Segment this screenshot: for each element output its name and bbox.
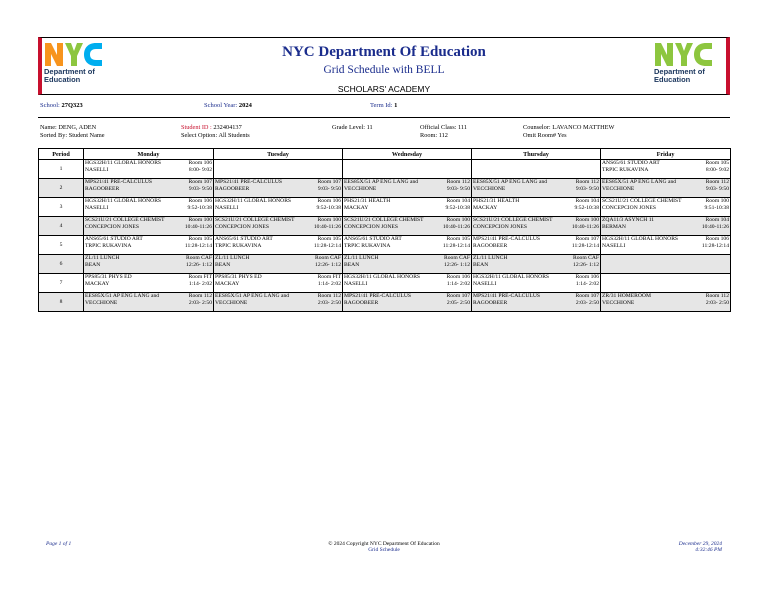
teacher-name: VECCHIONE [85, 299, 118, 306]
schedule-cell [343, 293, 472, 312]
period-time: 11:28-12:14 [313, 242, 341, 249]
course-name: HGS32H/11 GLOBAL HONORS [344, 274, 421, 280]
teacher-name: RAGOOBEER [344, 299, 379, 306]
course-name: ZR/31 HOMEROOM [602, 293, 651, 299]
period-time: 9:03- 9:50 [705, 185, 729, 192]
course-name: PPS85/31 PHYS ED [215, 274, 262, 280]
room-number: Room 107 [575, 293, 599, 299]
room-number: Room 100 [188, 217, 212, 223]
period-time: 2:03- 2:50 [575, 299, 599, 306]
course-name: ANS65/61 STUDIO ART [85, 236, 143, 242]
room-number: Room FIT [188, 274, 212, 280]
course-name: HGS32H/11 GLOBAL HONORS [602, 236, 679, 242]
course-name: EES85X/51 AP ENG LANG and [602, 179, 677, 185]
room-number: Room 107 [317, 179, 341, 185]
course-name: HGS32H/11 GLOBAL HONORS [215, 198, 292, 204]
course-name: EES85X/51 AP ENG LANG and [473, 179, 548, 185]
period-time: 12:26- 1:12 [186, 261, 212, 268]
course-name: MPS21/41 PRE-CALCULUS [85, 179, 152, 185]
room-number: Room 105 [446, 236, 470, 242]
room-number: Room 105 [317, 236, 341, 242]
period-time: 2:03- 2:50 [188, 299, 212, 306]
omit-room: Omit Room# Yes [523, 132, 567, 139]
nyc-doe-logo-left: Department of Education [44, 41, 119, 93]
teacher-name: NASELLI [85, 166, 109, 173]
course-name: SCS21U/21 COLLEGE CHEMIST [473, 217, 553, 223]
course-name: ZL/11 LUNCH [473, 255, 508, 261]
teacher-name: MACKAY [473, 204, 498, 211]
teacher-name: VECCHIONE [602, 185, 635, 192]
schedule-cell [472, 293, 601, 312]
teacher-name: CONCEPCION JONES [473, 223, 527, 230]
room-number: Room 104 [705, 217, 729, 223]
period-number: 4 [39, 217, 84, 236]
room-number: Room 106 [705, 236, 729, 242]
header-monday: Monday [84, 149, 214, 160]
course-name: SCS21U/21 COLLEGE CHEMIST [344, 217, 424, 223]
course-name: HGS32H/11 GLOBAL HONORS [473, 274, 550, 280]
table-row [39, 160, 731, 179]
schedule-cell [84, 160, 214, 179]
header-thursday: Thursday [472, 149, 601, 160]
report-title: NYC Department Of Education [282, 44, 486, 60]
period-number: 8 [39, 293, 84, 312]
teacher-name: NASELLI [473, 280, 497, 287]
teacher-name: BERMAN [602, 223, 626, 230]
room-number: Room FIT [317, 274, 341, 280]
school-year: School Year: 2024 [204, 102, 252, 109]
course-name: ZL/11 LUNCH [215, 255, 250, 261]
period-time: 9:52-10:38 [574, 204, 599, 211]
room-number: Room 106 [446, 274, 470, 280]
period-number: 2 [39, 179, 84, 198]
period-time: 9:03- 9:50 [317, 185, 341, 192]
schedule-cell [343, 236, 472, 255]
period-time: 9:52-10:38 [187, 204, 212, 211]
schedule-cell [343, 179, 472, 198]
teacher-name: VECCHIONE [602, 299, 635, 306]
period-time: 1:14- 2:02 [188, 280, 212, 287]
table-row [39, 293, 731, 312]
room-number: Room 104 [446, 198, 470, 204]
room-number: Room 100 [575, 217, 599, 223]
period-time: 11:28-12:14 [701, 242, 729, 249]
schedule-cell [472, 255, 601, 274]
course-name: ZL/11 LUNCH [85, 255, 120, 261]
course-name: EES85X/51 AP ENG LANG and [215, 293, 290, 299]
course-name: ANS65/61 STUDIO ART [602, 160, 660, 166]
teacher-name: TRPIC RUKAVINA [602, 166, 649, 173]
period-time: 9:03- 9:50 [446, 185, 470, 192]
period-number: 5 [39, 236, 84, 255]
header-wednesday: Wednesday [343, 149, 472, 160]
period-time: 10:40-11:26 [571, 223, 599, 230]
teacher-name: MACKAY [85, 280, 110, 287]
period-time: 2:05- 2:50 [446, 299, 470, 306]
course-name: MPS21/41 PRE-CALCULUS [344, 293, 411, 299]
schedule-cell [214, 198, 343, 217]
course-name: HGS32H/11 GLOBAL HONORS [85, 198, 162, 204]
schedule-cell [343, 160, 472, 179]
course-name: ZL/11 LUNCH [344, 255, 379, 261]
period-time: 9:03- 9:50 [188, 185, 212, 192]
teacher-name: CONCEPCION JONES [85, 223, 139, 230]
header-period: Period [39, 149, 84, 160]
teacher-name: BEAN [215, 261, 231, 268]
room-number: Room CAF [573, 255, 599, 261]
table-row [39, 274, 731, 293]
teacher-name: NASELLI [344, 280, 368, 287]
schedule-cell [343, 274, 472, 293]
course-name: ZQA11/3 ASYNCH 11 [602, 217, 655, 223]
copyright: © 2024 Copyright NYC Department Of Education Grid Schedule [0, 541, 768, 553]
course-name: SCS21U/21 COLLEGE CHEMIST [85, 217, 165, 223]
header-friday: Friday [601, 149, 731, 160]
period-number: 3 [39, 198, 84, 217]
schedule-cell [601, 160, 731, 179]
schedule-cell [84, 217, 214, 236]
course-name: MPS21/41 PRE-CALCULUS [215, 179, 282, 185]
teacher-name: VECCHIONE [473, 185, 506, 192]
room-number: Room 105 [188, 236, 212, 242]
schedule-cell [214, 293, 343, 312]
counselor: Counselor: LAVANCO MATTHEW [523, 124, 615, 131]
schedule-cell [343, 217, 472, 236]
schedule-cell [601, 217, 731, 236]
room-number: Room 112 [446, 179, 470, 185]
schedule-cell [84, 255, 214, 274]
schedule-cell [214, 236, 343, 255]
teacher-name: VECCHIONE [215, 299, 248, 306]
term-id: Term Id: 1 [370, 102, 398, 109]
grade-level: Grade Level: 11 [332, 124, 373, 131]
print-date: December 29, 2024 [678, 541, 722, 547]
teacher-name: BEAN [344, 261, 360, 268]
room-number: Room 106 [188, 198, 212, 204]
print-time: 4:32:46 PM [695, 547, 722, 553]
page-number: Page 1 of 1 [46, 541, 72, 547]
teacher-name: NASELLI [85, 204, 109, 211]
schedule-cell [601, 179, 731, 198]
period-time: 9:51-10:38 [704, 204, 729, 211]
period-time: 12:26- 1:12 [315, 261, 341, 268]
table-row [39, 236, 731, 255]
course-name: MPS21/41 PRE-CALCULUS [473, 236, 540, 242]
room-number: Room 107 [575, 236, 599, 242]
schedule-cell [601, 255, 731, 274]
room-number: Room 112 [317, 293, 341, 299]
period-time: 1:14- 2:02 [575, 280, 599, 287]
teacher-name: TRPIC RUKAVINA [215, 242, 262, 249]
room-number: Room 107 [446, 293, 470, 299]
schedule-cell [472, 198, 601, 217]
room-number: Room 112 [575, 179, 599, 185]
period-time: 1:14- 2:02 [446, 280, 470, 287]
room-number: Room 106 [317, 198, 341, 204]
room-number: Room 100 [317, 217, 341, 223]
teacher-name: CONCEPCION JONES [344, 223, 398, 230]
school-id: School: 27Q323 [40, 102, 83, 109]
teacher-name: BEAN [85, 261, 101, 268]
schedule-cell [472, 160, 601, 179]
teacher-name: MACKAY [344, 204, 369, 211]
schedule-cell [343, 255, 472, 274]
teacher-name: TRPIC RUKAVINA [85, 242, 132, 249]
room-number: Room CAF [444, 255, 470, 261]
nyc-doe-logo-right: Department of Education [654, 41, 726, 93]
period-number: 6 [39, 255, 84, 274]
teacher-name: RAGOOBEER [85, 185, 120, 192]
teacher-name: NASELLI [215, 204, 239, 211]
course-name: ANS65/61 STUDIO ART [344, 236, 402, 242]
schedule-grid [38, 148, 731, 312]
divider [38, 117, 730, 118]
room-number: Room CAF [315, 255, 341, 261]
course-name: PPS85/31 PHYS ED [85, 274, 132, 280]
schedule-cell [84, 198, 214, 217]
period-time: 9:03- 9:50 [575, 185, 599, 192]
period-time: 10:40-11:26 [442, 223, 470, 230]
teacher-name: TRPIC RUKAVINA [344, 242, 391, 249]
course-name: MPS21/41 PRE-CALCULUS [473, 293, 540, 299]
schedule-cell [84, 179, 214, 198]
student-name: Name: DENG, ADEN [40, 124, 97, 131]
period-time: 11:28-12:14 [184, 242, 212, 249]
period-time: 10:40-11:26 [184, 223, 212, 230]
table-row [39, 217, 731, 236]
room-number: Room 104 [575, 198, 599, 204]
period-number: 1 [39, 160, 84, 179]
room-number: Room 106 [188, 160, 212, 166]
period-time: 10:40-11:26 [313, 223, 341, 230]
course-name: PHS21/31 HEALTH [473, 198, 520, 204]
course-name: EES85X/51 AP ENG LANG and [344, 179, 419, 185]
period-time: 2:03- 2:50 [317, 299, 341, 306]
room-number: Room 105 [705, 160, 729, 166]
course-name: SCS21U/21 COLLEGE CHEMIST [602, 198, 682, 204]
schedule-cell [472, 179, 601, 198]
room-number: Room 107 [188, 179, 212, 185]
grid-header-row [39, 149, 731, 160]
schedule-cell [601, 198, 731, 217]
schedule-cell [214, 255, 343, 274]
room-number: Room 100 [705, 198, 729, 204]
sorted-by: Sorted By: Student Name [40, 132, 105, 139]
teacher-name: RAGOOBEER [473, 242, 508, 249]
report-subtitle: Grid Schedule with BELL [323, 64, 445, 76]
period-time: 9:52-10:38 [316, 204, 341, 211]
course-name: HGS32H/11 GLOBAL HONORS [85, 160, 162, 166]
schedule-cell [472, 217, 601, 236]
teacher-name: RAGOOBEER [473, 299, 508, 306]
course-name: EES85X/51 AP ENG LANG and [85, 293, 160, 299]
period-time: 1:14- 2:02 [317, 280, 341, 287]
schedule-cell [214, 217, 343, 236]
teacher-name: RAGOOBEER [215, 185, 250, 192]
schedule-cell [214, 160, 343, 179]
teacher-name: NASELLI [602, 242, 626, 249]
room-number: Room 106 [575, 274, 599, 280]
teacher-name: MACKAY [215, 280, 240, 287]
schedule-cell [601, 274, 731, 293]
period-time: 9:52-10:38 [445, 204, 470, 211]
teacher-name: CONCEPCION JONES [215, 223, 269, 230]
schedule-cell [601, 236, 731, 255]
table-row [39, 198, 731, 217]
schedule-cell [472, 274, 601, 293]
period-time: 8:00- 9:02 [188, 166, 212, 173]
print-timestamp [679, 541, 722, 553]
period-number: 7 [39, 274, 84, 293]
header-tuesday: Tuesday [214, 149, 343, 160]
table-row [39, 255, 731, 274]
select-option: Select Option: All Students [181, 132, 250, 139]
schedule-cell [214, 179, 343, 198]
student-id: Student ID : 232404137 [181, 124, 242, 131]
course-name: ANS65/61 STUDIO ART [215, 236, 273, 242]
official-class: Official Class: 111 [420, 124, 467, 131]
room: Room: 112 [420, 132, 448, 139]
period-time: 2:03- 2:50 [705, 299, 729, 306]
room-number: Room 112 [705, 179, 729, 185]
teacher-name: VECCHIONE [344, 185, 377, 192]
room-number: Room 100 [446, 217, 470, 223]
schedule-cell [343, 198, 472, 217]
room-number: Room 112 [705, 293, 729, 299]
table-row [39, 179, 731, 198]
period-time: 8:00- 9:02 [705, 166, 729, 173]
course-name: PHS21/31 HEALTH [344, 198, 391, 204]
schedule-cell [472, 236, 601, 255]
period-time: 12:26- 1:12 [573, 261, 599, 268]
period-time: 11:28-12:14 [442, 242, 470, 249]
period-time: 10:40-11:26 [701, 223, 729, 230]
course-name: SCS21U/21 COLLEGE CHEMIST [215, 217, 295, 223]
room-number: Room 112 [188, 293, 212, 299]
teacher-name: CONCEPCION JONES [602, 204, 656, 211]
period-time: 12:26- 1:12 [444, 261, 470, 268]
period-time: 11:28-12:14 [571, 242, 599, 249]
schedule-cell [84, 274, 214, 293]
schedule-cell [84, 236, 214, 255]
report-name: Grid Schedule [368, 547, 400, 553]
schedule-cell [214, 274, 343, 293]
school-name: SCHOLARS' ACADEMY [337, 84, 431, 94]
schedule-cell [84, 293, 214, 312]
room-number: Room CAF [186, 255, 212, 261]
schedule-cell [601, 293, 731, 312]
teacher-name: BEAN [473, 261, 489, 268]
